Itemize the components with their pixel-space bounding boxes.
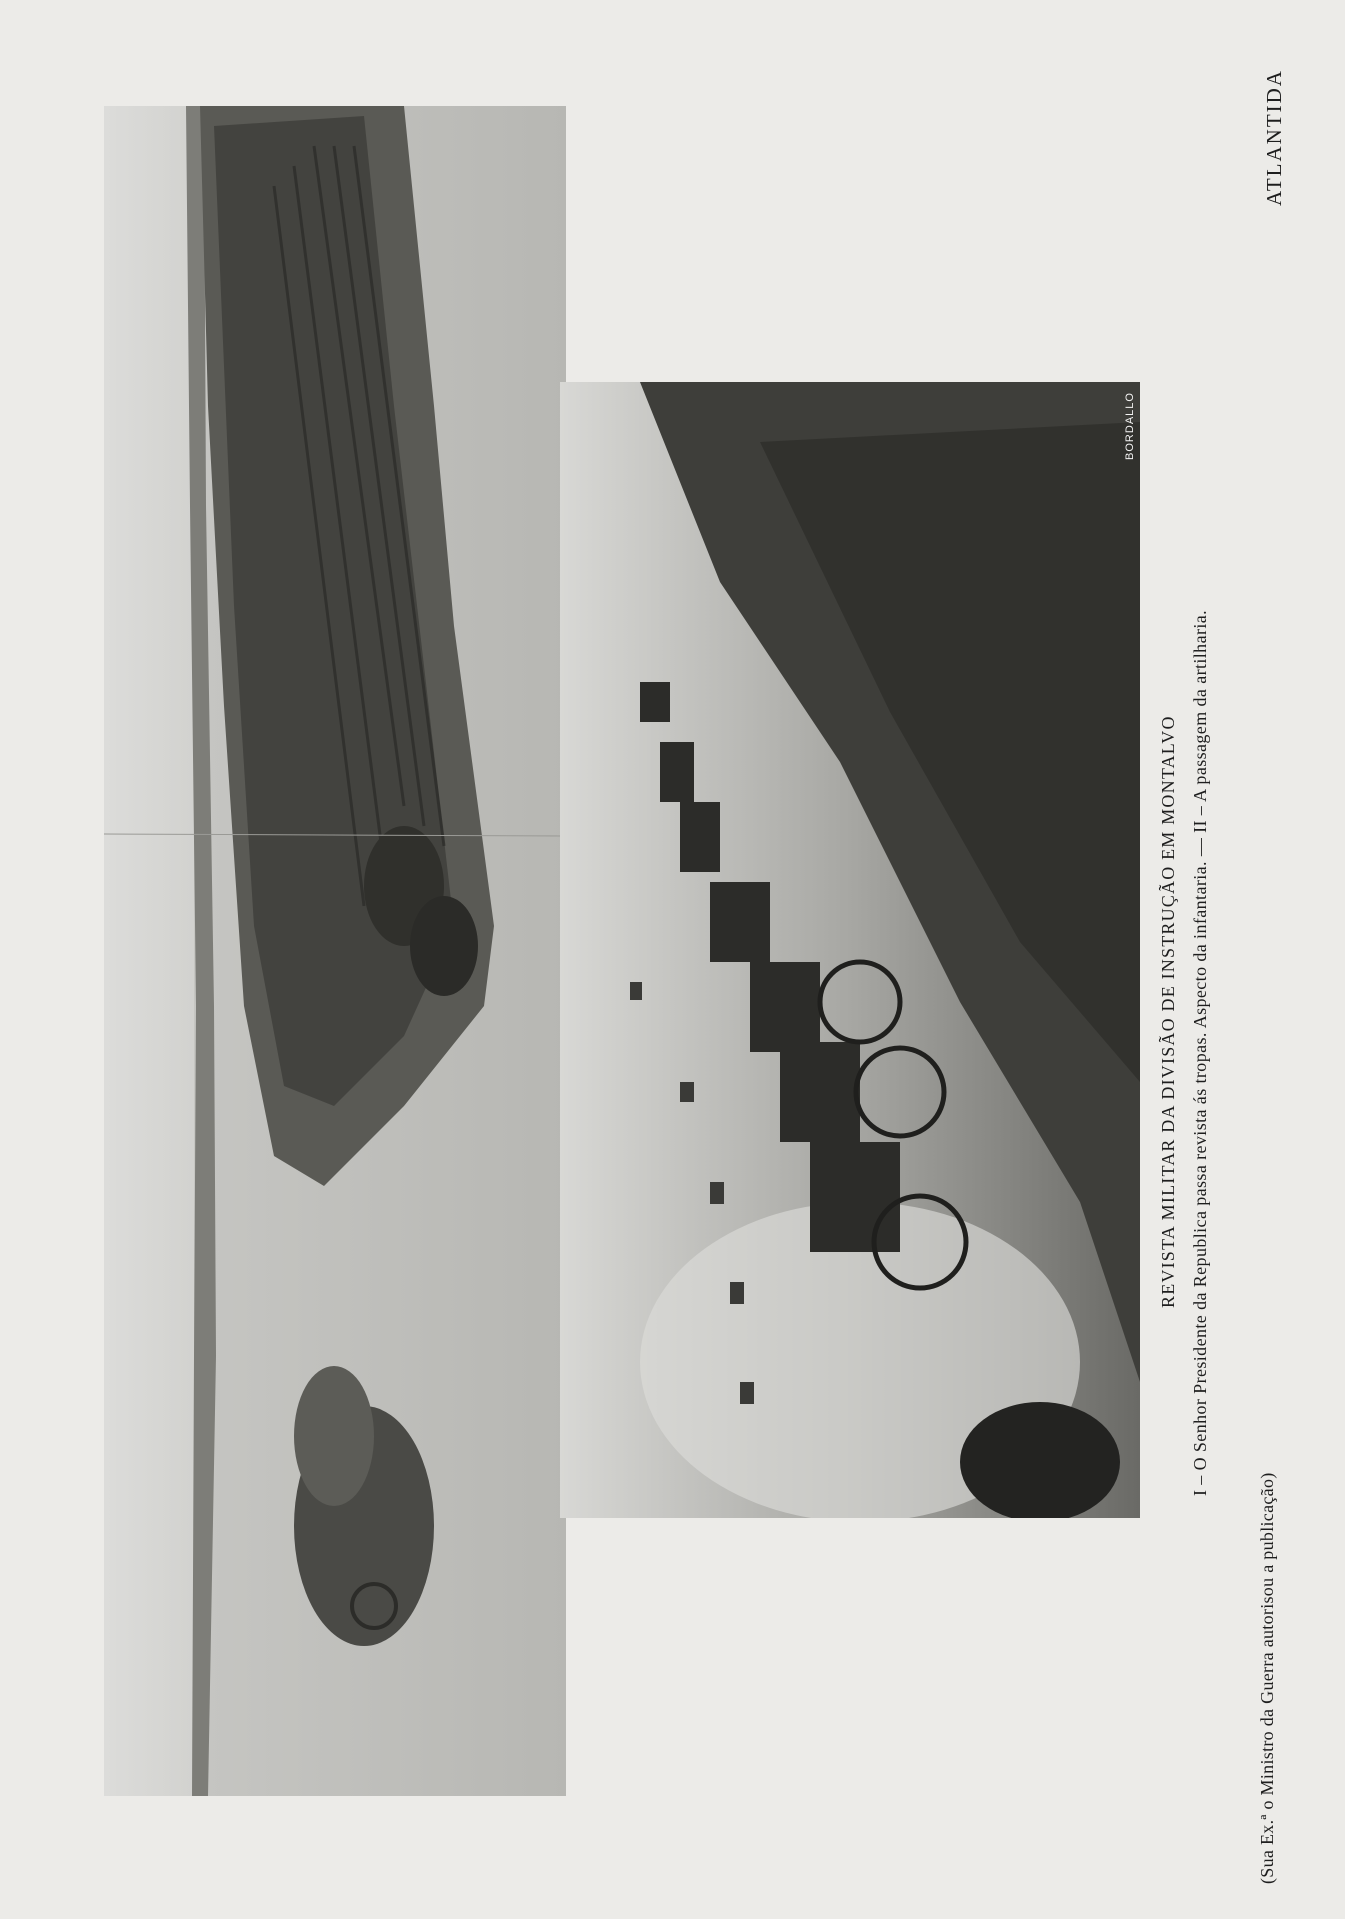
running-head: ATLANTIDA [1262,69,1286,206]
photo-infantry-review [104,106,566,1796]
publication-note: (Sua Ex.ª o Ministro da Guerra autorisou a publicação) [1257,1472,1277,1884]
caption-description: I – O Senhor Presidente da Republica passa revista ás tropas. Aspecto da infantaria. — II – A passagem da artilharia. [1190,609,1210,1496]
photo-artillery-passage-image [560,382,1140,1518]
caption-title: REVISTA MILITAR DA DIVISÃO DE INSTRUÇÃO EM MONTALVO [1158,715,1178,1308]
photo-infantry-review-image [104,106,566,1796]
photo-artillery-passage [560,382,1140,1518]
photographer-signature: BORDALLO [1124,392,1136,460]
